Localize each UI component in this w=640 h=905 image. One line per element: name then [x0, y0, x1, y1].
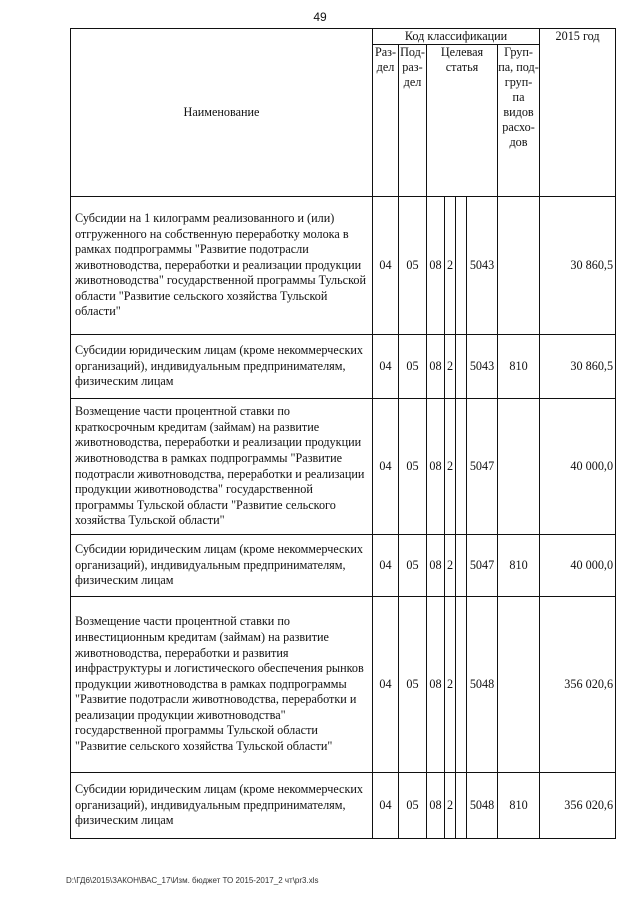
- cell-name: Субсидии на 1 килограмм реализованного и (или) отгруженного на собственную переработку молока в рамках подпрограммы "Развитие подотрасли животноводства, переработки и реализации продукции животноводства" государственной программы Тульской области "Развитие сельского хозяйства Тульской области": [71, 197, 373, 335]
- cell-razdel: 04: [373, 773, 399, 839]
- cell-cs3: [456, 197, 467, 335]
- cell-group: 810: [498, 335, 540, 399]
- cell-cs1: 08: [427, 597, 445, 773]
- file-path-footer: D:\ГД6\2015\ЗАКОН\ВАС_17\Изм. бюджет ТО 2015-2017_2 чт\pr3.xls: [66, 876, 319, 885]
- cell-cs4: 5047: [467, 535, 498, 597]
- cell-group: [498, 597, 540, 773]
- cell-group: [498, 399, 540, 535]
- cell-cs2: 2: [445, 197, 456, 335]
- cell-group: 810: [498, 773, 540, 839]
- cell-name: Субсидии юридическим лицам (кроме некоммерческих организаций), индивидуальным предпринимателям, физическим лицам: [71, 535, 373, 597]
- table-row: [71, 335, 616, 399]
- cell-cs1: 08: [427, 197, 445, 335]
- cell-cs3: [456, 597, 467, 773]
- header-name: Наименование: [71, 29, 373, 197]
- cell-cs2: 2: [445, 335, 456, 399]
- header-code-classification: Код классификации: [373, 29, 540, 45]
- cell-name: Субсидии юридическим лицам (кроме некоммерческих организаций), индивидуальным предпринимателям, физическим лицам: [71, 773, 373, 839]
- cell-podrazdel: 05: [399, 399, 427, 535]
- header-razdel: Раз- дел: [373, 45, 399, 197]
- cell-razdel: 04: [373, 197, 399, 335]
- cell-amount: 356 020,6: [540, 597, 616, 773]
- cell-razdel: 04: [373, 535, 399, 597]
- cell-cs4: 5043: [467, 335, 498, 399]
- table-row: [71, 773, 616, 839]
- cell-cs3: [456, 535, 467, 597]
- table-row: [71, 399, 616, 535]
- cell-razdel: 04: [373, 399, 399, 535]
- cell-cs1: 08: [427, 773, 445, 839]
- cell-cs4: 5043: [467, 197, 498, 335]
- cell-name: Возмещение части процентной ставки по краткосрочным кредитам (займам) на развитие животноводства, переработки и реализации продукции животноводства в рамках подпрограммы "Развитие подотрасли животноводства, переработки и реализации продукции животноводства" государственной программы Тульской области "Развитие сельского хозяйства Тульской области": [71, 399, 373, 535]
- cell-cs2: 2: [445, 535, 456, 597]
- table-row: [71, 535, 616, 597]
- cell-group: [498, 197, 540, 335]
- header-year: 2015 год: [540, 29, 616, 197]
- cell-podrazdel: 05: [399, 535, 427, 597]
- cell-name: Субсидии юридическим лицам (кроме некоммерческих организаций), индивидуальным предпринимателям, физическим лицам: [71, 335, 373, 399]
- cell-podrazdel: 05: [399, 773, 427, 839]
- cell-podrazdel: 05: [399, 335, 427, 399]
- page-number: 49: [313, 10, 327, 24]
- table-row: [71, 597, 616, 773]
- cell-cs3: [456, 399, 467, 535]
- cell-cs1: 08: [427, 535, 445, 597]
- cell-podrazdel: 05: [399, 597, 427, 773]
- cell-cs1: 08: [427, 335, 445, 399]
- cell-amount: 30 860,5: [540, 197, 616, 335]
- cell-podrazdel: 05: [399, 197, 427, 335]
- cell-cs2: 2: [445, 597, 456, 773]
- budget-table: [70, 28, 616, 839]
- cell-amount: 40 000,0: [540, 399, 616, 535]
- cell-amount: 356 020,6: [540, 773, 616, 839]
- header-podrazdel: Под- раз- дел: [399, 45, 427, 197]
- cell-amount: 40 000,0: [540, 535, 616, 597]
- cell-razdel: 04: [373, 335, 399, 399]
- cell-cs2: 2: [445, 399, 456, 535]
- cell-cs3: [456, 773, 467, 839]
- cell-amount: 30 860,5: [540, 335, 616, 399]
- cell-razdel: 04: [373, 597, 399, 773]
- header-target: Целевая статья: [427, 45, 498, 197]
- cell-cs4: 5048: [467, 773, 498, 839]
- cell-group: 810: [498, 535, 540, 597]
- cell-cs4: 5048: [467, 597, 498, 773]
- cell-cs2: 2: [445, 773, 456, 839]
- header-group: Груп- па, под- груп- па видов расхо- дов: [498, 45, 540, 197]
- table-row: [71, 197, 616, 335]
- cell-cs3: [456, 335, 467, 399]
- cell-cs4: 5047: [467, 399, 498, 535]
- cell-cs1: 08: [427, 399, 445, 535]
- cell-name: Возмещение части процентной ставки по инвестиционным кредитам (займам) на развитие животноводства, переработки и развития инфраструктуры и логистического обеспечения рынков продукции животноводства в рамках подпрограммы "Развитие подотрасли животноводства, переработки и реализации продукции животноводства" государственной программы Тульской области "Развитие сельского хозяйства Тульской области": [71, 597, 373, 773]
